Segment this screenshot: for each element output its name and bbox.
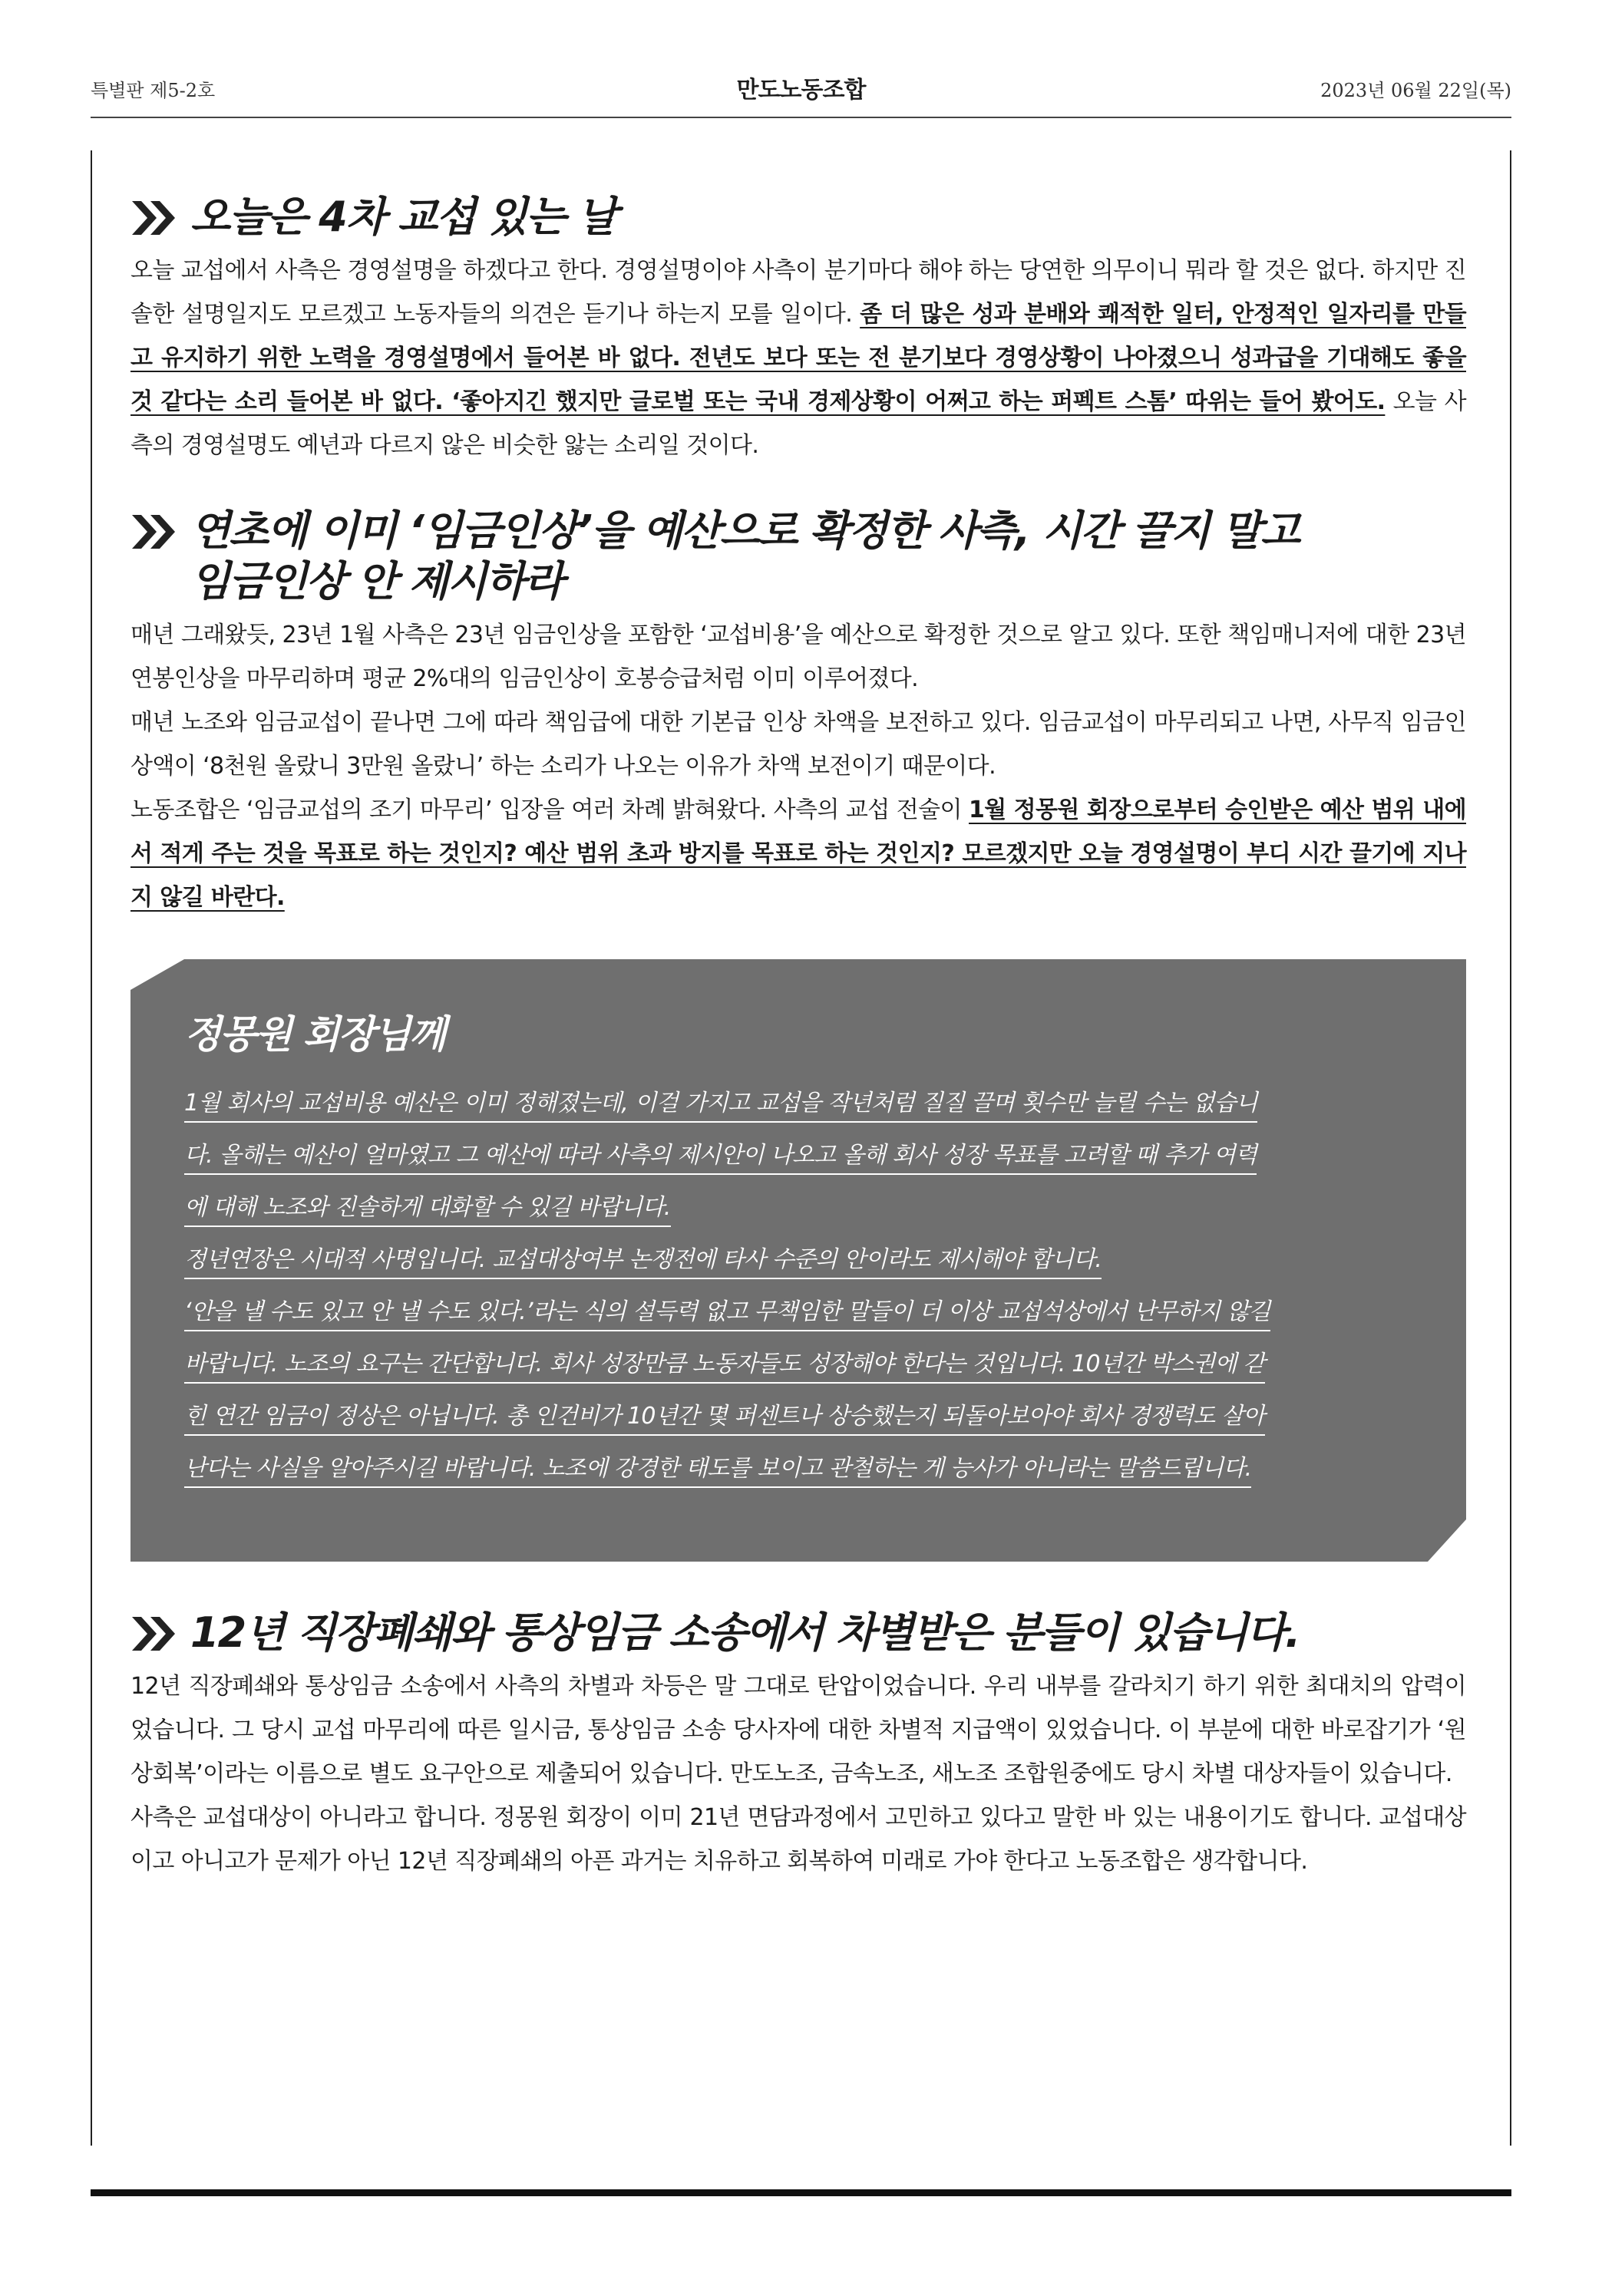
- footer-rule: [91, 2189, 1511, 2196]
- page-header: [91, 71, 1511, 109]
- section-title: 연초에 이미 ‘임금인상’을 예산으로 확정한 사측, 시간 끌지 말고 임금인상 안 제시하라: [190, 506, 1300, 605]
- right-border: [1510, 150, 1511, 2146]
- double-chevron-icon: [130, 1611, 184, 1657]
- section-discrimination: [130, 1608, 1466, 1883]
- left-border: [91, 150, 92, 2146]
- letter-line: 난다는 사실을 알아주시길 바랍니다. 노조에 강경한 태도를 보이고 관철하는 게 능사가 아니라는 말씀드립니다.: [184, 1455, 1251, 1488]
- section-body: 매년 그래왔듯, 23년 1월 사측은 23년 임금인상을 포함한 ‘교섭비용’을 예산으로 확정한 것으로 알고 있다. 또한 책임매니저에 대한 23년 연봉인상을 마무리하며 평균 2%대의 임금인상이 호봉승급처럼 이미 이루어졌다.: [130, 622, 1466, 692]
- section-title: 12년 직장폐쇄와 통상임금 소송에서 차별받은 분들이 있습니다.: [190, 1608, 1300, 1657]
- letter-text: [184, 1077, 1412, 1495]
- section-heading: [130, 192, 1466, 242]
- section-title: 오늘은 4차 교섭 있는 날: [190, 193, 616, 241]
- section-body: 노동조합은 ‘임금교섭의 조기 마무리’ 입장을 여러 차례 밝혀왔다. 사측의 교섭 전술이 1월 정몽원 회장으로부터 승인받은 예산 범위 내에서 적게 주는 것을 목표로 하는 것인지? 예산 범위 초과 방지를 목표로 하는 것인지? 모르겠지만 오늘 경영설명이 부디 시간 끌기에 지나지 않길 바란다.: [130, 797, 1467, 911]
- section-heading: [130, 506, 1466, 607]
- letter-line: 1월 회사의 교섭비용 예산은 이미 정해졌는데, 이걸 가지고 교섭을 작년처럼 질질 끌며 횟수만 늘릴 수는 없습니: [184, 1090, 1257, 1123]
- main-content: [130, 192, 1466, 1922]
- double-chevron-icon: [130, 509, 184, 555]
- double-chevron-icon: [130, 195, 184, 241]
- letter-title: 정몽원 회장님께: [184, 1012, 445, 1057]
- section-body: 매년 노조와 임금교섭이 끝나면 그에 따라 책임급에 대한 기본급 인상 차액을 보전하고 있다. 임금교섭이 마무리되고 나면, 사무직 임금인상액이 ‘8천원 올랐니 3만원 올랐니’ 하는 소리가 나오는 이유가 차액 보전이기 때문이다.: [130, 709, 1466, 780]
- letter-box: [130, 959, 1466, 1562]
- section-body: 12년 직장폐쇄와 통상임금 소송에서 사측의 차별과 차등은 말 그대로 탄압이었습니다. 우리 내부를 갈라치기 하기 위한 최대치의 압력이었습니다. 그 당시 교섭 마무리에 따른 일시금, 통상임금 소송 당사자에 대한 차별적 지급액이 있었습니다. 이 부분에 대한 바로잡기가 ‘원상회복’이라는 이름으로 별도 요구안으로 제출되어 있습니다. 만도노조, 금속노조, 새노조 조합원중에도 당시 차별 대상자들이 있습니다.: [130, 1673, 1466, 1787]
- section-wage-budget: [130, 506, 1466, 919]
- header-divider: [91, 117, 1511, 118]
- letter-line: 에 대해 노조와 진솔하게 대화할 수 있길 바랍니다.: [184, 1194, 671, 1227]
- emphasis-text: 좀 더 많은 성과 분배와 쾌적한 일터, 안정적인 일자리를 만들고 유지하기 위한 노력을 경영설명에서 들어본 바 없다. 전년도 보다 또는 전 분기보다 경영상황이 나아졌으니 성과급을 기대해도 좋을 것 같다는 소리 들어본 바 없다. ‘좋아지긴 했지만 글로벌 또는 국내 경제상황이 어쩌고 하는 퍼펙트 스톰’ 따위는 들어 봤어도.: [130, 301, 1467, 415]
- letter-content: [184, 1004, 1412, 1495]
- issue-number: 특별판 제5-2호: [91, 80, 216, 101]
- emphasis-text: 1월 정몽원 회장으로부터 승인받은 예산 범위 내에서 적게 주는 것을 목표로 하는 것인지? 예산 범위 초과 방지를 목표로 하는 것인지? 모르겠지만 오늘 경영설명이 부디 시간 끌기에 지나지 않길 바란다.: [130, 797, 1467, 911]
- section-body: 오늘 교섭에서 사측은 경영설명을 하겠다고 한다. 경영설명이야 사측이 분기마다 해야 하는 당연한 의무이니 뭐라 할 것은 없다. 하지만 진솔한 설명일지도 모르겠고 노동자들의 의견은 듣기나 하는지 모를 일이다. 좀 더 많은 성과 분배와 쾌적한 일터, 안정적인 일자리를 만들고 유지하기 위한 노력을 경영설명에서 들어본 바 없다. 전년도 보다 또는 전 분기보다 경영상황이 나아졌으니 성과급을 기대해도 좋을 것 같다는 소리 들어본 바 없다. ‘좋아지긴 했지만 글로벌 또는 국내 경제상황이 어쩌고 하는 퍼펙트 스톰’ 따위는 들어 봤어도. 오늘 사측의 경영설명도 예년과 다르지 않은 비슷한 앓는 소리일 것이다.: [130, 257, 1467, 459]
- section-heading: [130, 1608, 1466, 1658]
- letter-line: 정년연장은 시대적 사명입니다. 교섭대상여부 논쟁전에 타사 수준의 안이라도 제시해야 합니다.: [184, 1246, 1102, 1279]
- letter-line: ‘안을 낼 수도 있고 안 낼 수도 있다.’라는 식의 설득력 없고 무책임한 말들이 더 이상 교섭석상에서 난무하지 않길: [184, 1298, 1270, 1331]
- letter-line: 바랍니다. 노조의 요구는 간단합니다. 회사 성장만큼 노동자들도 성장해야 한다는 것입니다. 10년간 박스권에 갇: [184, 1351, 1265, 1384]
- section-body: 사측은 교섭대상이 아니라고 합니다. 정몽원 회장이 이미 21년 면담과정에서 고민하고 있다고 말한 바 있는 내용이기도 합니다. 교섭대상이고 아니고가 문제가 아닌 12년 직장폐쇄의 아픈 과거는 치유하고 회복하여 미래로 가야 한다고 노동조합은 생각합니다.: [130, 1804, 1466, 1875]
- letter-line: 다. 올해는 예산이 얼마였고 그 예산에 따라 사측의 제시안이 나오고 올해 회사 성장 목표를 고려할 때 추가 여력: [184, 1142, 1257, 1175]
- issue-date: 2023년 06월 22일(목): [1320, 80, 1511, 101]
- section-negotiation-day: [130, 192, 1466, 467]
- union-name: 만도노동조합: [736, 77, 866, 104]
- letter-line: 힌 연간 임금이 정상은 아닙니다. 총 인건비가 10년간 몇 퍼센트나 상승했는지 되돌아보아야 회사 경쟁력도 살아: [184, 1403, 1265, 1436]
